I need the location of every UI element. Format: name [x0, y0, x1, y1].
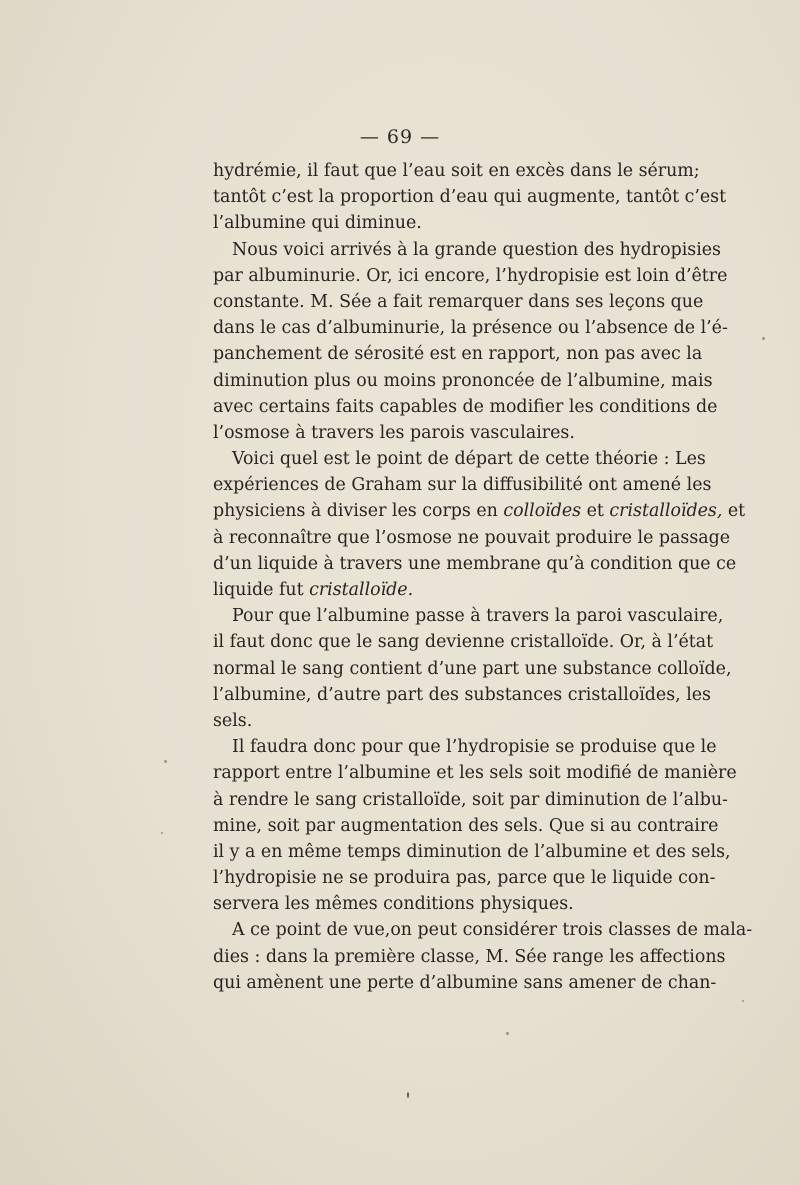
text-line: il faut donc que le sang devienne cristalloïde. Or, à l’état — [213, 632, 714, 653]
paper-speck — [407, 1092, 409, 1098]
text-line: diminution plus ou moins prononcée de l’albumine, mais — [213, 370, 713, 391]
paper-speck — [742, 1000, 744, 1002]
text-line — [213, 498, 746, 524]
paper-speck — [762, 337, 765, 340]
text-line: l’albumine, d’autre part des substances cristalloïdes, les — [213, 684, 711, 705]
text-span: et — [581, 501, 610, 522]
text-line: avec certains faits capables de modifier les conditions de — [213, 396, 718, 417]
body-text — [213, 158, 753, 996]
text-line: normal le sang contient d’une part une substance colloïde, — [213, 658, 732, 679]
text-line: panchement de sérosité est en rapport, non pas avec la — [213, 344, 703, 365]
text-line: à reconnaître que l’osmose ne pouvait produire le passage — [213, 527, 731, 548]
text-line: à rendre le sang cristalloïde, soit par diminution de l’albu- — [213, 789, 728, 810]
text-line: servera les mêmes conditions physiques. — [213, 894, 574, 915]
text-line: dies : dans la première classe, M. Sée range les affections — [213, 946, 726, 967]
text-line: l’osmose à travers les parois vasculaires. — [213, 422, 575, 443]
text-line: Il faudra donc pour que l’hydropisie se produise que le — [232, 737, 717, 758]
text-line: qui amènent une perte d’albumine sans amener de chan- — [213, 972, 717, 993]
text-line: il y a en même temps diminution de l’albumine et des sels, — [213, 841, 731, 862]
paper-speck — [506, 1032, 509, 1035]
text-line: hydrémie, il faut que l’eau soit en excès dans le sérum; — [213, 161, 700, 181]
paper-speck — [164, 760, 167, 763]
text-line: dans le cas d’albuminurie, la présence ou l’absence de l’é- — [213, 318, 728, 339]
text-line: par albuminurie. Or, ici encore, l’hydropisie est loin d’être — [213, 265, 728, 286]
text-line: d’un liquide à travers une membrane qu’à condition que ce — [213, 553, 737, 574]
text-line: tantôt c’est la proportion d’eau qui augmente, tantôt c’est — [213, 187, 727, 208]
text-line: sels. — [213, 710, 253, 731]
page-number: — 69 — — [359, 126, 441, 148]
text-line: l’albumine qui diminue. — [213, 213, 422, 234]
text-line: A ce point de vue,on peut considérer trois classes de mala- — [232, 920, 753, 941]
text-line: rapport entre l’albumine et les sels soit modifié de manière — [213, 763, 737, 784]
text-line: mine, soit par augmentation des sels. Que si au contraire — [213, 815, 719, 836]
text-line: Voici quel est le point de départ de cette théorie : Les — [232, 449, 706, 470]
text-span: physiciens à diviser les corps en — [213, 501, 504, 522]
text-line — [213, 577, 683, 603]
text-span: liquide fut — [213, 580, 310, 600]
text-line: constante. M. Sée a fait remarquer dans ses leçons que — [213, 291, 704, 312]
italic-term: colloïdes — [503, 501, 582, 522]
text-span: et — [722, 501, 746, 522]
italic-term: cristalloïdes, — [609, 501, 723, 522]
text-line: l’hydropisie ne se produira pas, parce que le liquide con- — [213, 868, 716, 889]
text-line: expériences de Graham sur la diffusibilité ont amené les — [213, 475, 712, 496]
text-line: Pour que l’albumine passe à travers la paroi vasculaire, — [232, 606, 724, 627]
text-line: Nous voici arrivés à la grande question des hydropisies — [232, 239, 721, 260]
italic-term: cristalloïde. — [309, 580, 414, 600]
paper-speck — [161, 832, 163, 834]
